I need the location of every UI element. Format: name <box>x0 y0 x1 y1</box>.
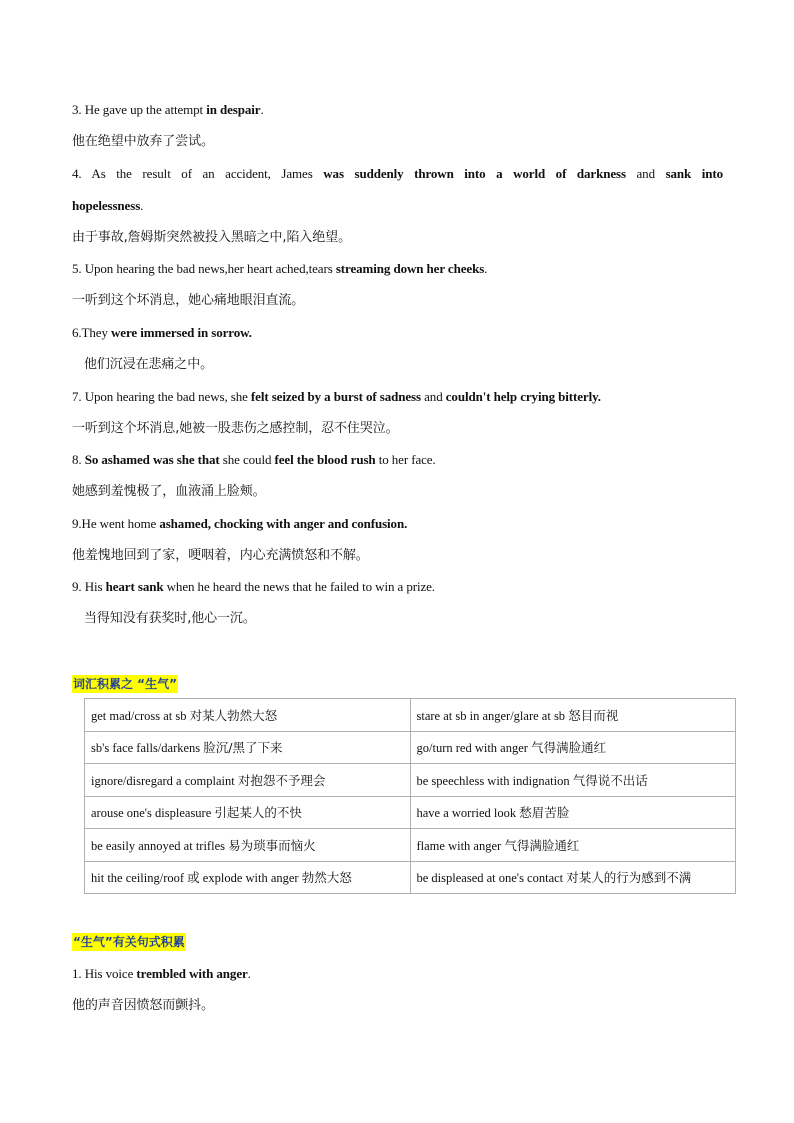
table-row <box>85 764 736 797</box>
table-row <box>85 731 736 764</box>
sentence-5-en: 5. Upon hearing the bad news,her heart ached,tears streaming down her cheeks. <box>72 261 488 276</box>
sentence-9b-en: 9. His heart sank when he heard the news that he failed to win a prize. <box>72 579 435 594</box>
table-row <box>85 829 736 862</box>
sentence-4-zh: 由于事故,詹姆斯突然被投入黑暗之中,陷入绝望。 <box>72 230 351 245</box>
sentence-4-en-line1: 4. As the result of an accident, James was suddenly thrown into a world of darkness and sank into <box>72 166 724 181</box>
anger-sentence-1-en: 1. His voice trembled with anger. <box>72 966 251 981</box>
table-cell: be easily annoyed at trifles 易为琐事而恼火 <box>85 829 411 862</box>
sentence-7-zh: 一听到这个坏消息,她被一股悲伤之感控制，忍不住哭泣。 <box>72 421 399 436</box>
vocab-table <box>84 698 736 894</box>
table-row <box>85 861 736 894</box>
anger-sentence-1-zh: 他的声音因愤怒而颤抖。 <box>72 998 214 1013</box>
table-cell: arouse one's displeasure 引起某人的不快 <box>85 796 411 829</box>
sentence-8-zh: 她感到羞愧极了，血液涌上脸颊。 <box>72 484 266 499</box>
table-cell: be speechless with indignation 气得说不出话 <box>410 764 736 797</box>
table-cell: stare at sb in anger/glare at sb 怒目而视 <box>410 699 736 732</box>
sentence-6-zh: 他们沉浸在悲痛之中。 <box>84 357 214 372</box>
table-cell: have a worried look 愁眉苦脸 <box>410 796 736 829</box>
table-row <box>85 796 736 829</box>
sentence-9b-zh: 当得知没有获奖时,他心一沉。 <box>84 611 256 626</box>
section-heading-vocab: 词汇积累之 “生气” <box>73 677 177 691</box>
table-cell: hit the ceiling/roof 或 explode with anger 勃然大怒 <box>85 861 411 894</box>
table-cell: get mad/cross at sb 对某人勃然大怒 <box>85 699 411 732</box>
table-cell: ignore/disregard a complaint 对抱怨不予理会 <box>85 764 411 797</box>
table-cell: be displeased at one's contact 对某人的行为感到不满 <box>410 861 736 894</box>
sentence-9a-zh: 他羞愧地回到了家，哽咽着，内心充满愤怒和不解。 <box>72 548 369 563</box>
sentence-4-en-line2: hopelessness. <box>72 198 144 213</box>
sentence-5-zh: 一听到这个坏消息，她心痛地眼泪直流。 <box>72 293 305 308</box>
table-row <box>85 699 736 732</box>
sentence-6-en: 6.They were immersed in sorrow. <box>72 325 252 340</box>
table-cell: sb's face falls/darkens 脸沉/黑了下来 <box>85 731 411 764</box>
table-cell: go/turn red with anger 气得满脸通红 <box>410 731 736 764</box>
sentence-3-zh: 他在绝望中放弃了尝试。 <box>72 134 214 149</box>
sentence-3-en: 3. He gave up the attempt in despair. <box>72 102 264 117</box>
sentence-8-en: 8. So ashamed was she that she could feel the blood rush to her face. <box>72 452 436 467</box>
table-cell: flame with anger 气得满脸通红 <box>410 829 736 862</box>
section-heading-sentences: “生气”有关句式积累 <box>73 935 185 949</box>
sentence-9a-en: 9.He went home ashamed, chocking with anger and confusion. <box>72 516 408 531</box>
sentence-7-en: 7. Upon hearing the bad news, she felt seized by a burst of sadness and couldn't help crying bitterly. <box>72 389 601 404</box>
